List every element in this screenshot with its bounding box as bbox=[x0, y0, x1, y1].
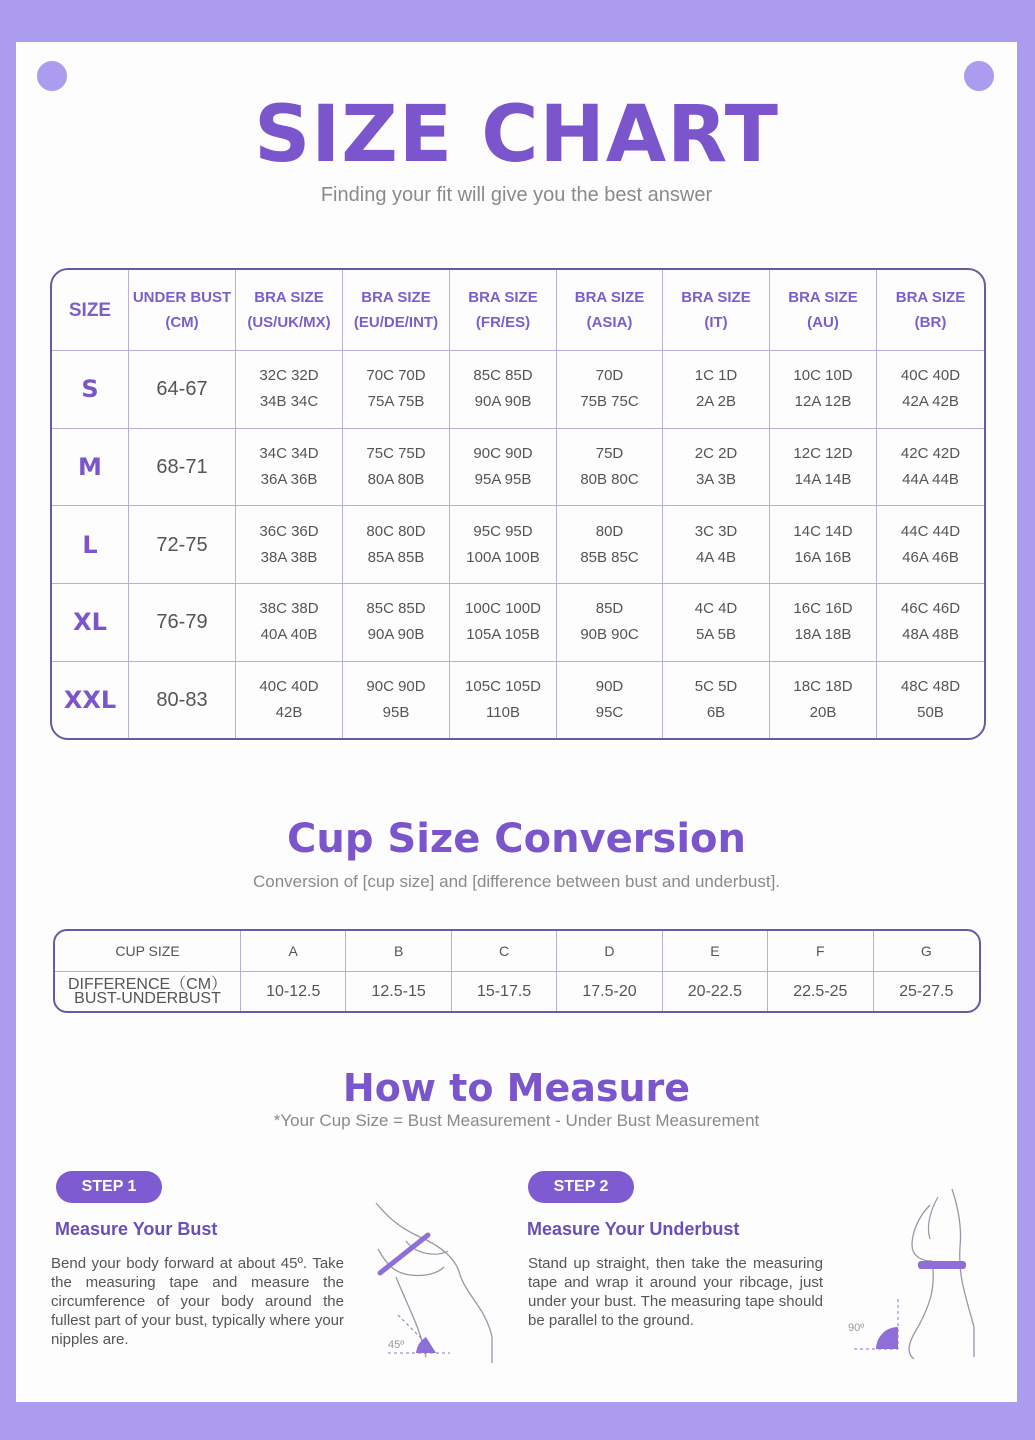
page-title: SIZE CHART bbox=[254, 90, 779, 180]
bra-size-cell: 38C 38D 40A 40B bbox=[236, 584, 343, 662]
bra-size-cell: 14C 14D 16A 16B bbox=[770, 506, 877, 584]
difference-cell: 15-17.5 bbox=[452, 972, 557, 1011]
bra-size-cell: 36C 36D 38A 38B bbox=[236, 506, 343, 584]
measure-section-subtitle: *Your Cup Size = Bust Measurement - Under Bust Measurement bbox=[273, 1111, 760, 1130]
size-table-body bbox=[52, 351, 984, 738]
difference-cell: 22.5-25 bbox=[768, 972, 873, 1011]
bra-size-cell: 2C 2D 3A 3B bbox=[663, 429, 770, 507]
size-label: L bbox=[52, 506, 129, 584]
bra-size-cell: 85D 90B 90C bbox=[557, 584, 663, 662]
bra-size-cell: 34C 34D 36A 36B bbox=[236, 429, 343, 507]
difference-row bbox=[55, 972, 979, 1011]
header-eu-de-int: BRA SIZE (EU/DE/INT) bbox=[343, 270, 450, 351]
size-row-l bbox=[52, 506, 984, 584]
measure-section-title: How to Measure bbox=[342, 1066, 691, 1110]
under-bust-value: 72-75 bbox=[129, 506, 236, 584]
header-size: SIZE bbox=[52, 270, 129, 351]
bra-size-cell: 75C 75D 80A 80B bbox=[343, 429, 450, 507]
bra-size-cell: 3C 3D 4A 4B bbox=[663, 506, 770, 584]
header-fr-es: BRA SIZE (FR/ES) bbox=[450, 270, 557, 351]
bra-size-cell: 70D 75B 75C bbox=[557, 351, 663, 429]
cup-letter-cell: B bbox=[346, 931, 451, 972]
cup-conversion-table bbox=[53, 929, 981, 1013]
header-under-bust: UNDER BUST (CM) bbox=[129, 270, 236, 351]
bra-size-cell: 46C 46D 48A 48B bbox=[877, 584, 984, 662]
left-pin-dot bbox=[37, 61, 67, 91]
bra-size-cell: 85C 85D 90A 90B bbox=[450, 351, 557, 429]
bra-size-cell: 5C 5D 6B bbox=[663, 662, 770, 738]
difference-cell: 12.5-15 bbox=[346, 972, 451, 1011]
cup-letter-cell: A bbox=[241, 931, 346, 972]
size-row-s bbox=[52, 351, 984, 429]
bra-size-cell: 40C 40D 42B bbox=[236, 662, 343, 738]
difference-cell: 25-27.5 bbox=[899, 982, 954, 1000]
cup-size-label: CUP SIZE bbox=[55, 931, 241, 972]
bra-size-cell: 90C 90D 95B bbox=[343, 662, 450, 738]
bra-size-cell: 48C 48D 50B bbox=[900, 677, 961, 721]
size-row-xl bbox=[52, 584, 984, 662]
step-1-heading: Measure Your Bust bbox=[55, 1219, 218, 1239]
size-table bbox=[50, 268, 986, 740]
bra-size-cell: 16C 16D 18A 18B bbox=[770, 584, 877, 662]
bra-size-cell: 90D 95C bbox=[557, 662, 663, 738]
bra-size-cell: 105C 105D 110B bbox=[450, 662, 557, 738]
bra-size-cell: 42C 42D 44A 44B bbox=[877, 429, 984, 507]
size-label: XXL bbox=[52, 662, 129, 738]
under-bust-value: 76-79 bbox=[129, 584, 236, 662]
size-label: M bbox=[52, 429, 129, 507]
cup-letter-cell: C bbox=[452, 931, 557, 972]
bra-size-cell: 12C 12D 14A 14B bbox=[770, 429, 877, 507]
angle-90-label: 90º bbox=[848, 1322, 865, 1334]
step-2-heading: Measure Your Underbust bbox=[527, 1219, 740, 1239]
header-br: BRA SIZE (BR) bbox=[877, 270, 984, 351]
bra-size-cell: 80D 85B 85C bbox=[557, 506, 663, 584]
angle-45-label: 45º bbox=[388, 1339, 405, 1351]
bra-size-cell: 100C 100D 105A 105B bbox=[450, 584, 557, 662]
size-label: S bbox=[52, 351, 129, 429]
page-subtitle: Finding your fit will give you the best answer bbox=[320, 184, 713, 206]
bra-size-cell: 75D 80B 80C bbox=[557, 429, 663, 507]
bra-size-cell: 80C 80D 85A 85B bbox=[343, 506, 450, 584]
size-chart-page bbox=[16, 42, 1017, 1402]
step-1-body: Bend your body forward at about 45º. Take the measuring tape and measure the circumference of your body around the fullest part of your bust, typically where your nipples are. bbox=[51, 1255, 344, 1348]
step-2-body: Stand up straight, then take the measuring tape and wrap it around your ribcage, just under your bust. The measuring tape should be parallel to the ground. bbox=[528, 1255, 823, 1329]
bra-size-cell: 95C 95D 100A 100B bbox=[450, 506, 557, 584]
step-1-badge: STEP 1 bbox=[56, 1171, 162, 1203]
difference-cell: 17.5-20 bbox=[557, 972, 662, 1011]
cup-letter-cell: E bbox=[663, 931, 768, 972]
size-label: XL bbox=[52, 584, 129, 662]
step-2-badge: STEP 2 bbox=[528, 1171, 634, 1203]
cup-letter-cell: F bbox=[768, 931, 873, 972]
difference-cell: 10-12.5 bbox=[241, 972, 346, 1011]
cup-size-row bbox=[55, 931, 979, 972]
header-asia: BRA SIZE (ASIA) bbox=[557, 270, 663, 351]
header-au: BRA SIZE (AU) bbox=[770, 270, 877, 351]
bra-size-cell: 1C 1D 2A 2B bbox=[663, 351, 770, 429]
bra-size-cell: 44C 44D 46A 46B bbox=[877, 506, 984, 584]
bra-size-cell: 4C 4D 5A 5B bbox=[663, 584, 770, 662]
bra-size-cell: 10C 10D 12A 12B bbox=[770, 351, 877, 429]
difference-cell: 20-22.5 bbox=[663, 972, 768, 1011]
cup-letter-cell: G bbox=[874, 931, 979, 972]
header-us-uk-mx: BRA SIZE (US/UK/MX) bbox=[236, 270, 343, 351]
cup-section-subtitle: Conversion of [cup size] and [difference between bust and underbust]. bbox=[252, 872, 781, 891]
under-bust-value: 68-71 bbox=[129, 429, 236, 507]
bra-size-cell: 85C 85D 90A 90B bbox=[343, 584, 450, 662]
size-row-m bbox=[52, 429, 984, 507]
right-pin-dot bbox=[964, 61, 994, 91]
bra-size-cell: 90C 90D 95A 95B bbox=[450, 429, 557, 507]
difference-label: DIFFERENCE（CM） BUST-UNDERBUST bbox=[55, 972, 241, 1011]
underbust-measure-illustration bbox=[834, 1187, 984, 1362]
cup-letter-cell: D bbox=[557, 931, 662, 972]
header-it: BRA SIZE (IT) bbox=[663, 270, 770, 351]
cup-section-title: Cup Size Conversion bbox=[287, 816, 746, 862]
bra-size-cell: 18C 18D 20B bbox=[770, 662, 877, 738]
bra-size-cell: 32C 32D 34B 34C bbox=[236, 351, 343, 429]
bra-size-cell: 70C 70D 75A 75B bbox=[343, 351, 450, 429]
size-table-header-row bbox=[52, 270, 984, 351]
size-row-xxl bbox=[52, 662, 984, 738]
under-bust-value: 64-67 bbox=[129, 351, 236, 429]
bra-size-cell: 40C 40D 42A 42B bbox=[877, 351, 984, 429]
under-bust-value: 80-83 bbox=[129, 662, 236, 738]
